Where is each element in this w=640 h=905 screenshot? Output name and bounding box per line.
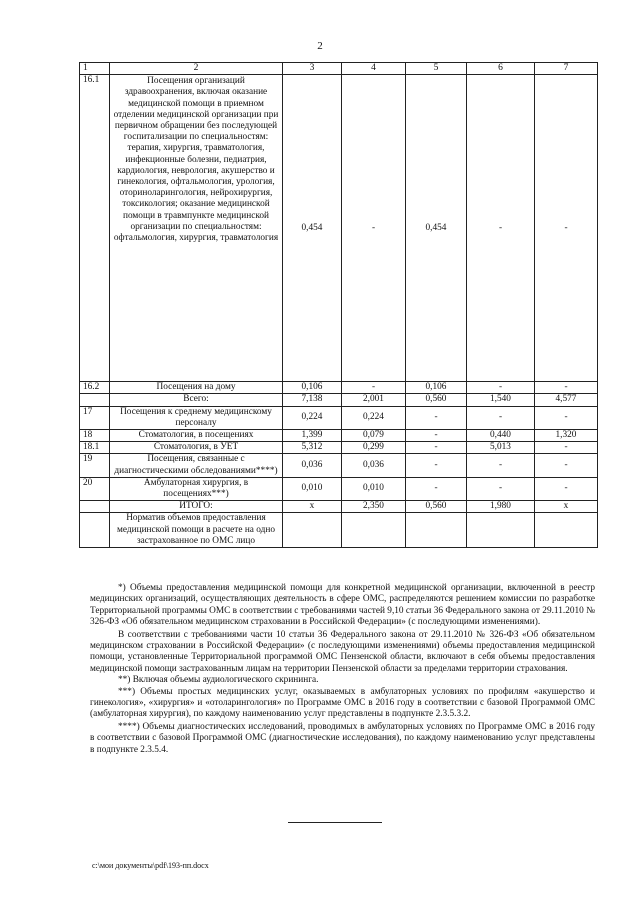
header-cell: 6 [467, 63, 535, 75]
cell: 0,560 [406, 501, 467, 513]
footnote: **) Включая объемы аудиологического скрининга. [118, 675, 319, 686]
end-divider [288, 822, 382, 823]
row-name: ИТОГО: [110, 501, 283, 513]
cell: - [535, 406, 598, 429]
footnote: *) Объемы предоставления медицинской помощи для конкретной медицинской организации, включенной в реестр медицинских организаций, осуществляющих деятельность в сфере ОМС, распределяются решением комиссии по разработке Территориальной программы ОМС в соответствии с требованиями частей 9,10 статьи 36 Федерального закона от 29.11.2010 № 326-ФЗ «Об обязательном медицинском страховании в Российской Федерации» (с последующими изменениями). [90, 583, 595, 628]
cell [467, 513, 535, 548]
cell: 0,440 [467, 430, 535, 442]
row-name: Стоматология, в УЕТ [110, 442, 283, 454]
cell: 0,036 [342, 454, 406, 477]
cell: 1,399 [283, 430, 342, 442]
table-row [80, 477, 598, 500]
cell: - [535, 454, 598, 477]
cell: 0,454 [406, 75, 467, 382]
cell: 1,540 [467, 394, 535, 406]
header-cell: 4 [342, 63, 406, 75]
row-number [80, 394, 110, 406]
cell: - [467, 75, 535, 382]
cell: 4,577 [535, 394, 598, 406]
cell: - [467, 382, 535, 394]
row-name: Стоматология, в посещениях [110, 430, 283, 442]
cell [342, 513, 406, 548]
header-cell: 2 [110, 63, 283, 75]
cell: 1,980 [467, 501, 535, 513]
row-number: 18 [80, 430, 110, 442]
header-cell: 3 [283, 63, 342, 75]
row-number: 18.1 [80, 442, 110, 454]
footnotes [90, 583, 595, 756]
cell: x [535, 501, 598, 513]
cell: - [535, 382, 598, 394]
cell: 7,138 [283, 394, 342, 406]
cell: 0,010 [283, 477, 342, 500]
table-row [80, 442, 598, 454]
cell: 0,454 [283, 75, 342, 382]
row-name: Посещения, связанные с диагностическими обследованиями****) [110, 454, 283, 477]
row-name: Посещения на дому [110, 382, 283, 394]
header-cell: 5 [406, 63, 467, 75]
row-number: 19 [80, 454, 110, 477]
header-cell: 1 [80, 63, 110, 75]
table-header-row [80, 63, 598, 75]
table-row [80, 513, 598, 548]
cell: - [406, 454, 467, 477]
row-number: 17 [80, 406, 110, 429]
footnote: ***) Объемы простых медицинских услуг, оказываемых в амбулаторных условиях по профилям «акушерство и гинекология», «хирургия» и «отоларингология» по Программе ОМС в 2016 году в соответствии с базовой Программой ОМС (амбулаторная хирургия), по каждому наименованию услуг представлены в подпункте 2.3.5.3.2. [90, 686, 595, 720]
header-cell: 7 [535, 63, 598, 75]
footer-file-path: c:\мои документы\pdf\193-пп.docx [92, 861, 209, 870]
table-row [80, 406, 598, 429]
cell: 1,320 [535, 430, 598, 442]
cell: 0,079 [342, 430, 406, 442]
row-name: Норматив объемов предоставления медицинской помощи в расчете на одно застрахованное по ОМС лицо [110, 513, 283, 548]
cell: - [535, 477, 598, 500]
cell [406, 513, 467, 548]
cell: 0,106 [406, 382, 467, 394]
row-number: 16.1 [80, 75, 110, 382]
cell: - [467, 477, 535, 500]
cell: 0,010 [342, 477, 406, 500]
row-number [80, 501, 110, 513]
cell: - [406, 430, 467, 442]
cell: - [406, 442, 467, 454]
table-row [80, 430, 598, 442]
cell: - [406, 406, 467, 429]
table-row [80, 394, 598, 406]
table-row [80, 454, 598, 477]
cell: 2,001 [342, 394, 406, 406]
row-name: Посещения к среднему медицинскому персоналу [110, 406, 283, 429]
cell: 0,299 [342, 442, 406, 454]
page-number: 2 [317, 40, 323, 52]
cell: 2,350 [342, 501, 406, 513]
row-number: 16.2 [80, 382, 110, 394]
cell: 5,013 [467, 442, 535, 454]
cell: - [467, 454, 535, 477]
cell: 0,036 [283, 454, 342, 477]
cell: - [342, 382, 406, 394]
table-row [80, 75, 598, 382]
cell: 0,224 [283, 406, 342, 429]
cell: 0,224 [342, 406, 406, 429]
cell: - [406, 477, 467, 500]
table-row [80, 382, 598, 394]
row-name: Всего: [110, 394, 283, 406]
cell: - [467, 406, 535, 429]
row-name: Амбулаторная хирургия, в посещениях***) [110, 477, 283, 500]
footnote: В соответствии с требованиями части 10 статьи 36 Федерального закона от 29.11.2010 № 326-ФЗ «Об обязательном медицинском страховании в Российской Федерации» (с последующими изменениями) объемы предоставления медицинской помощи, установленные Территориальной программой ОМС Пензенской области, включают в себя объемы предоставления медицинской помощи застрахованным лицам на территории Пензенской области за пределами территории страхования. [90, 629, 595, 674]
cell: 5,312 [283, 442, 342, 454]
cell: 0,106 [283, 382, 342, 394]
cell: 0,560 [406, 394, 467, 406]
volumes-table [79, 62, 598, 548]
row-number [80, 513, 110, 548]
cell: - [342, 75, 406, 382]
row-name: Посещения организаций здравоохранения, включая оказание медицинской помощи в приемном отделении медицинской организации при первичном обращении без последующей госпитализации по специальностям: терапия, хирургия, травматология, инфекционные болезни, педиатрия, кардиология, неврология, акушерство и гинекология, офтальмология, урология, оториноларингология, нейрохирургия, токсикология; оказание медицинской помощи в травмпункте медицинской организации по специальностям: офтальмология, хирургия, травматология [110, 75, 283, 382]
footnote: ****) Объемы диагностических исследований, проводимых в амбулаторных условиях по Программе ОМС в 2016 году в соответствии с базовой Программой ОМС (диагностические исследования), по каждому наименованию услуг представлены в подпункте 2.3.5.4. [90, 721, 595, 755]
cell: x [283, 501, 342, 513]
table-row [80, 501, 598, 513]
cell [535, 513, 598, 548]
row-number: 20 [80, 477, 110, 500]
cell [283, 513, 342, 548]
cell: - [535, 442, 598, 454]
cell: - [535, 75, 598, 382]
